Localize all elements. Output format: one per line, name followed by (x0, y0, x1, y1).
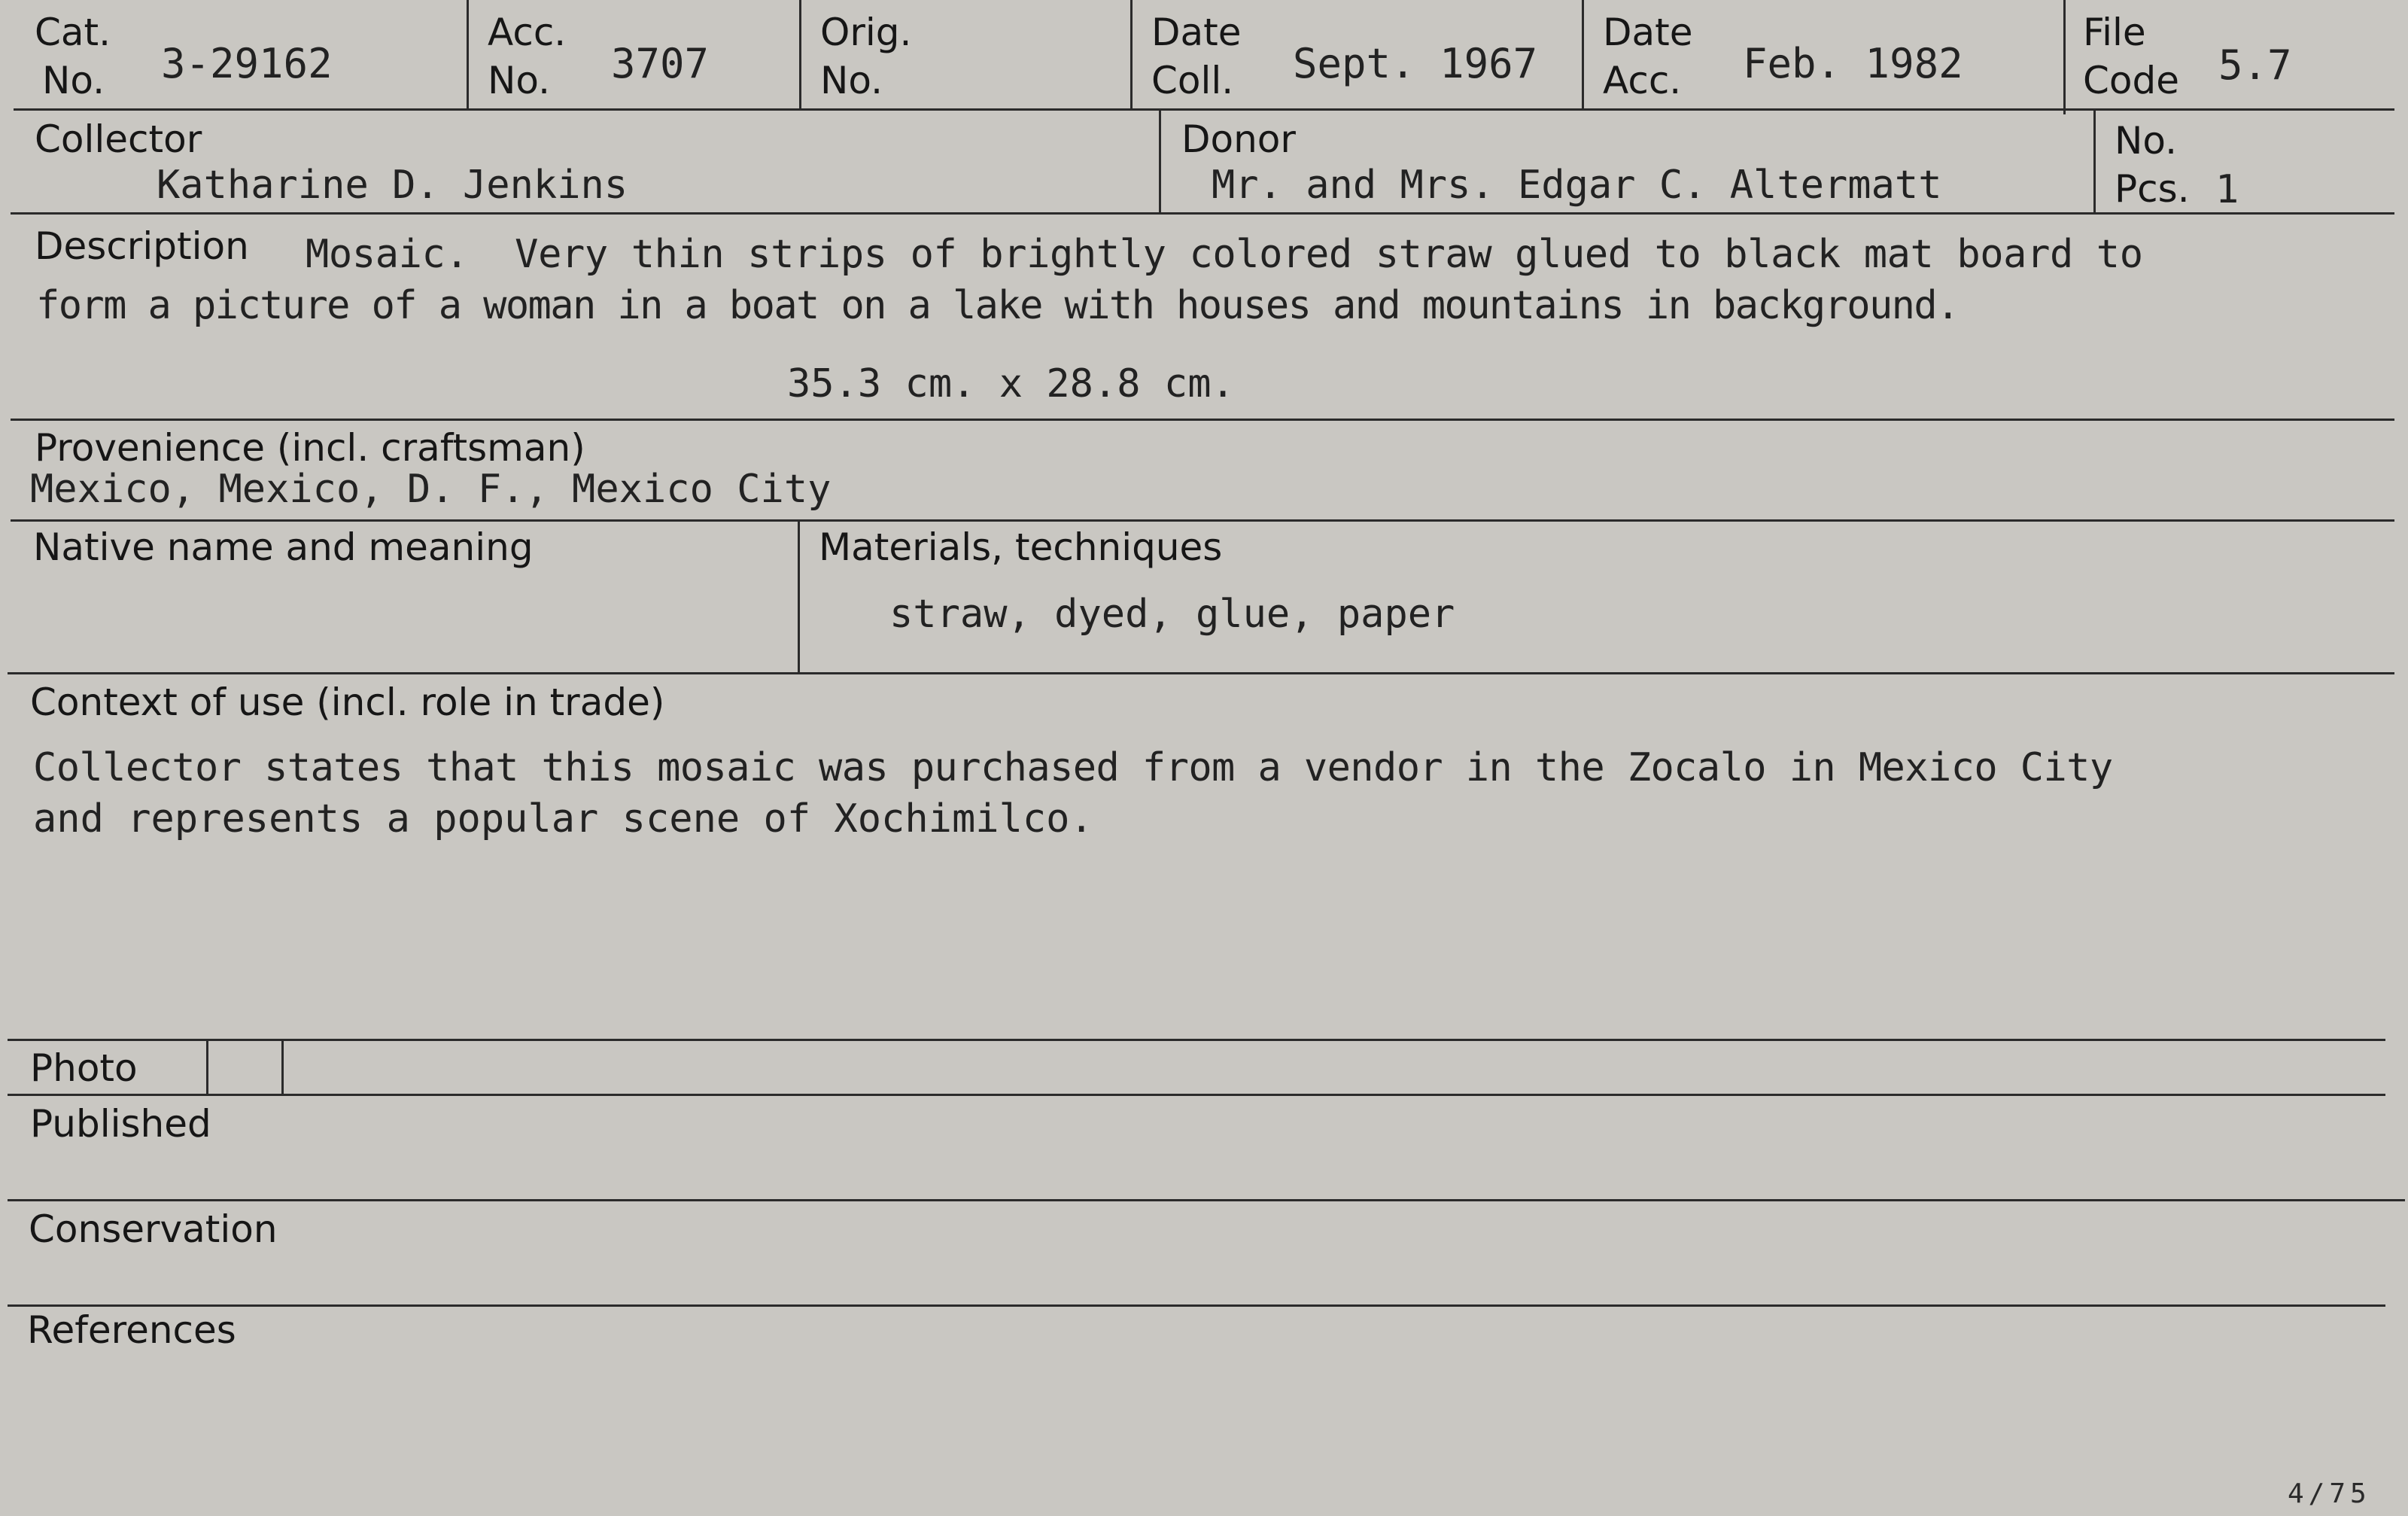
photo-box-right (281, 1039, 284, 1094)
file-code-label-line1: File (2083, 11, 2146, 54)
photo-label: Photo (30, 1046, 138, 1090)
donor-value: Mr. and Mrs. Edgar C. Altermatt (1212, 163, 1942, 208)
divider-dateacc-filecode (2063, 0, 2066, 114)
acc-no-value: 3707 (611, 40, 710, 87)
photo-box-left (206, 1039, 208, 1094)
cat-no-label-line2: No. (42, 59, 105, 102)
provenience-value: Mexico, Mexico, D. F., Mexico City (30, 467, 832, 512)
divider-cat-acc (467, 0, 469, 108)
native-name-label: Native name and meaning (33, 525, 534, 569)
pcs-label-line2: Pcs. (2115, 167, 2190, 211)
divider-collector-donor (1159, 108, 1161, 212)
pcs-label-line1: No. (2115, 119, 2178, 163)
divider-orig-datecoll (1130, 0, 1133, 108)
divider-datecoll-dateacc (1582, 0, 1584, 108)
orig-no-label-line1: Orig. (820, 11, 912, 54)
published-label: Published (30, 1102, 211, 1146)
description-label: Description (35, 224, 249, 268)
date-acc-value: Feb. 1982 (1743, 40, 1963, 87)
rule-photo-bottom (8, 1094, 2385, 1096)
file-code-value: 5.7 (2218, 41, 2292, 89)
cat-no-label-line1: Cat. (35, 11, 111, 54)
collector-label: Collector (35, 117, 202, 161)
context-label: Context of use (incl. role in trade) (30, 680, 665, 724)
file-code-label-line2: Code (2083, 59, 2180, 102)
donor-label: Donor (1181, 117, 1296, 161)
divider-native-materials (798, 519, 800, 672)
form-code: 4/75 (2288, 1478, 2371, 1509)
acc-no-label-line2: No. (488, 59, 551, 102)
date-coll-label-line2: Coll. (1151, 59, 1234, 102)
date-acc-label-line2: Acc. (1603, 59, 1682, 102)
rule-provenience-bottom (11, 519, 2394, 522)
conservation-label: Conservation (29, 1207, 278, 1251)
orig-no-label-line2: No. (820, 59, 883, 102)
divider-donor-pcs (2093, 108, 2096, 212)
rule-conservation-bottom (8, 1304, 2385, 1307)
context-line-1: Collector states that this mosaic was purchased from a vendor in the Zocalo in Mexico City (33, 745, 2113, 790)
rule-published-bottom (8, 1199, 2405, 1201)
rule-context-bottom (8, 1039, 2385, 1041)
description-dimensions: 35.3 cm. x 28.8 cm. (787, 361, 1235, 406)
description-line-1: Mosaic. Very thin strips of brightly colored straw glued to black mat board to (306, 232, 2143, 277)
context-line-2: and represents a popular scene of Xochimilco. (33, 796, 1093, 842)
references-label: References (27, 1308, 236, 1352)
rule-description-bottom (11, 419, 2394, 421)
rule-native-bottom (8, 672, 2394, 674)
date-acc-label-line1: Date (1603, 11, 1693, 54)
materials-value: straw, dyed, glue, paper (889, 592, 1455, 637)
rule-collector-bottom (11, 212, 2394, 215)
date-coll-label-line1: Date (1151, 11, 1242, 54)
provenience-label: Provenience (incl. craftsman) (35, 426, 585, 470)
rule-header-bottom (14, 108, 2394, 111)
divider-acc-orig (799, 0, 801, 108)
pcs-value: 1 (2215, 167, 2239, 212)
description-line-2: form a picture of a woman in a boat on a lake with houses and mountains in background. (36, 283, 1959, 328)
date-coll-value: Sept. 1967 (1293, 40, 1538, 87)
collector-value: Katharine D. Jenkins (157, 163, 628, 208)
acc-no-label-line1: Acc. (488, 11, 567, 54)
materials-label: Materials, techniques (819, 525, 1223, 569)
cat-no-value: 3-29162 (161, 40, 333, 87)
